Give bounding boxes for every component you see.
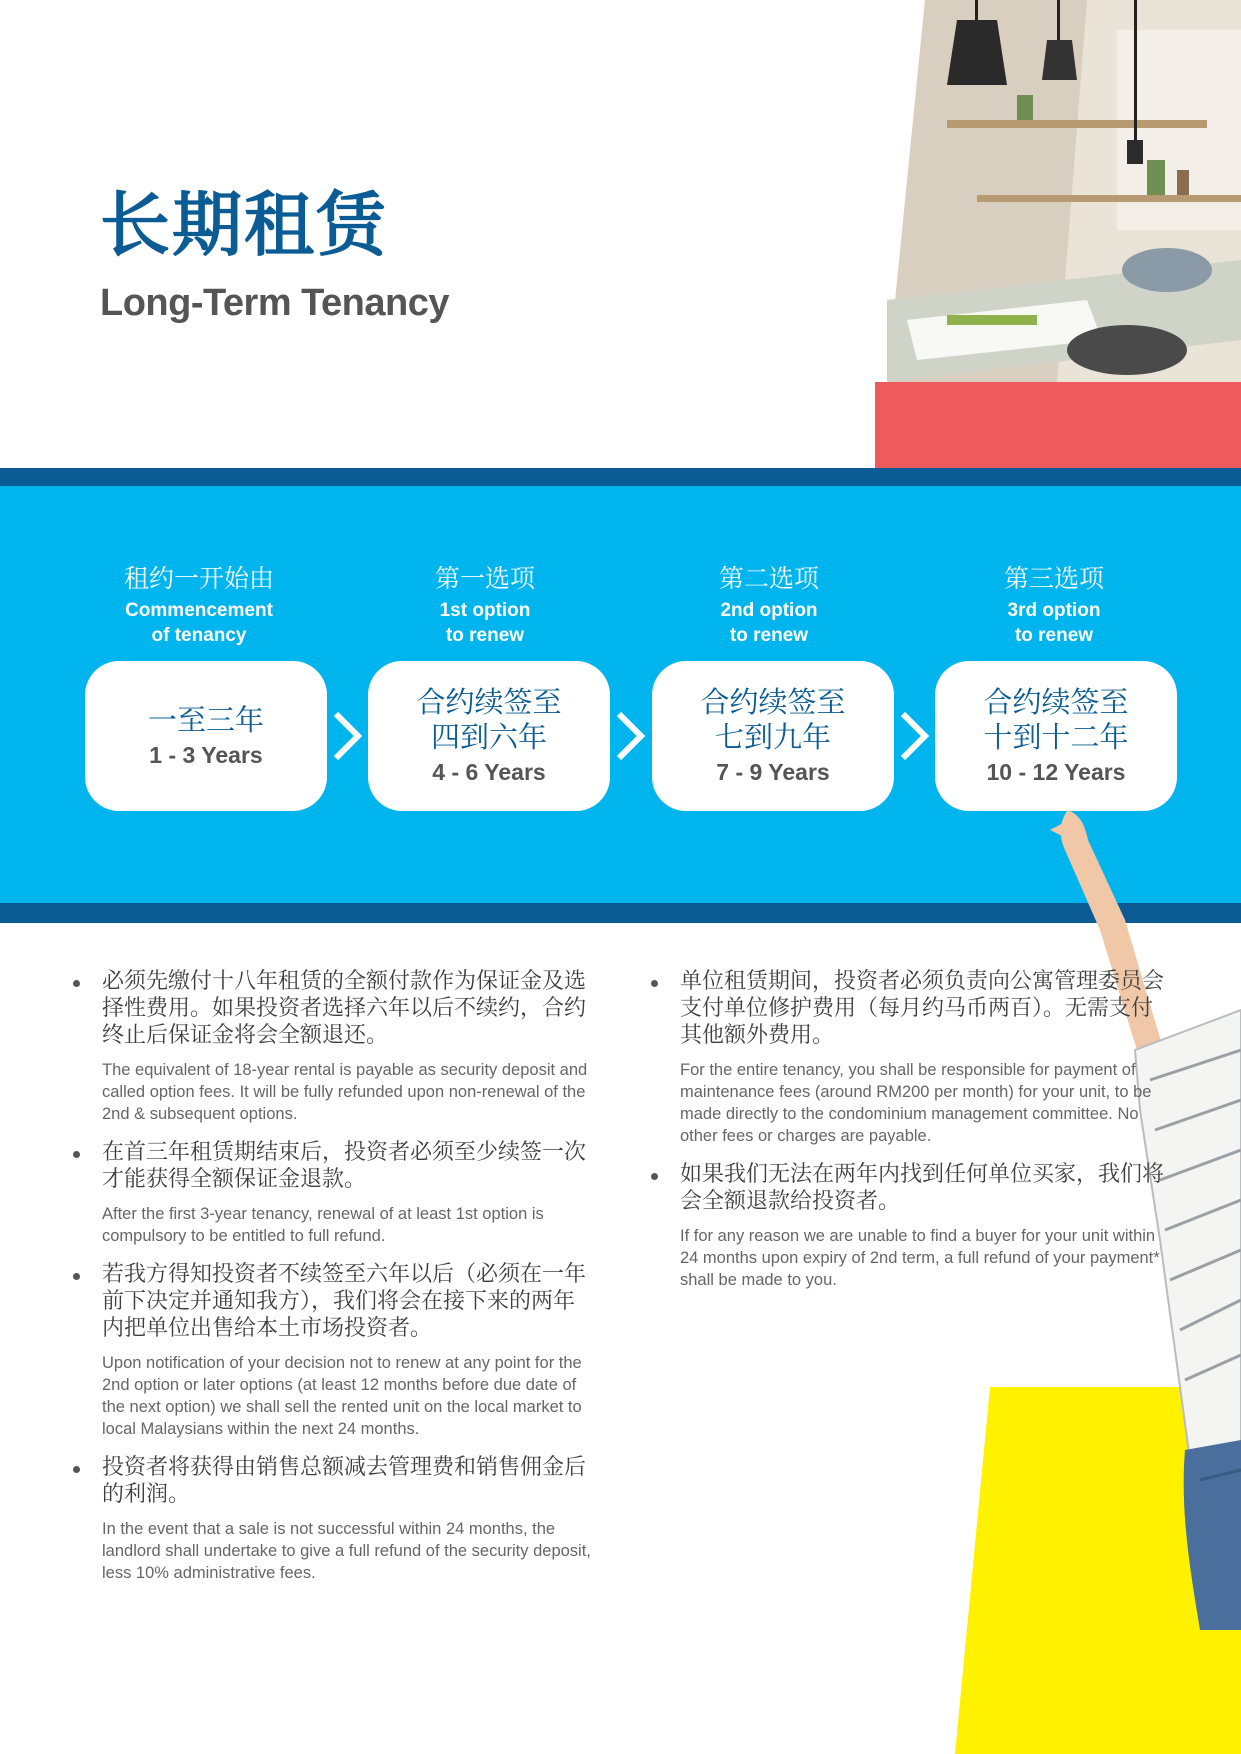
terms-right-column xyxy=(651,968,1171,1305)
item-text-zh: 必须先缴付十八年租赁的全额付款作为保证金及选择性费用。如果投资者选择六年以后不续约，合约终止后保证金将会全额退还。 xyxy=(102,969,587,1048)
box-term-zh: 合约续签至 四到六年 xyxy=(416,685,562,754)
list-item xyxy=(73,968,593,1125)
item-text-zh: 若我方得知投资者不续签至六年以后（必须在一年前下决定并通知我方），我们将会在接下来的两年内把单位出售给本土市场投资者。 xyxy=(102,1262,587,1341)
box-term-zh: 一至三年 xyxy=(147,702,264,737)
item-text-zh: 单位租赁期间，投资者必须负责向公寓管理委员会支付单位修护费用（每月约马币两百）。无需支付其他额外费用。 xyxy=(680,969,1165,1048)
list-item xyxy=(73,1139,593,1247)
bullet-icon xyxy=(651,980,658,987)
item-text-en: For the entire tenancy, you shall be responsible for payment of maintenance fees (around RM200 per month) for your unit, to be made directly to the condominium management committee. No other fees or charges are payable. xyxy=(680,1061,1152,1145)
list-item xyxy=(651,1161,1171,1291)
interior-photo xyxy=(887,0,1241,382)
terms-left-column xyxy=(73,968,593,1598)
timeline-step-label xyxy=(648,564,890,648)
bullet-icon xyxy=(73,1466,80,1473)
item-text-zh: 如果我们无法在两年内找到任何单位买家，我们将会全额退款给投资者。 xyxy=(680,1162,1165,1214)
list-item xyxy=(651,968,1171,1147)
step-label-en: 3rd option to renew xyxy=(1007,600,1101,646)
timeline-box xyxy=(652,661,894,811)
item-text-en: If for any reason we are unable to find a buyer for your unit within 24 months upon expiry of 2nd term, a full refund of your payment* shall be made to you. xyxy=(680,1227,1160,1289)
red-accent-block xyxy=(875,382,1241,470)
step-label-zh: 第三选项 xyxy=(1003,564,1104,593)
box-term-en: 7 - 9 Years xyxy=(716,759,830,785)
timeline-step-label xyxy=(364,564,606,648)
item-text-en: In the event that a sale is not successful within 24 months, the landlord shall undertake to give a full refund of the security deposit, less 10% administrative fees. xyxy=(102,1520,591,1582)
step-label-zh: 第一选项 xyxy=(434,564,535,593)
bullet-icon xyxy=(73,1151,80,1158)
item-text-en: After the first 3-year tenancy, renewal of at least 1st option is compulsory to be entitled to full refund. xyxy=(102,1205,544,1245)
step-label-en: 2nd option to renew xyxy=(720,600,818,646)
timeline-step-label xyxy=(78,564,320,648)
box-term-zh: 合约续签至 七到九年 xyxy=(700,685,846,754)
timeline-box xyxy=(368,661,610,811)
bullet-icon xyxy=(73,980,80,987)
box-term-zh: 合约续签至 十到十二年 xyxy=(983,685,1129,754)
timeline-box xyxy=(85,661,327,811)
box-term-en: 1 - 3 Years xyxy=(149,741,263,768)
chevron-right-icon xyxy=(328,708,368,764)
box-term-en: 10 - 12 Years xyxy=(986,759,1126,785)
box-term-en: 4 - 6 Years xyxy=(432,759,546,785)
list-item xyxy=(73,1261,593,1440)
timeline-step-label xyxy=(933,564,1175,648)
item-text-zh: 在首三年租赁期结束后，投资者必须至少续签一次才能获得全额保证金退款。 xyxy=(102,1140,587,1192)
chevron-right-icon xyxy=(611,708,651,764)
step-label-en: 1st option to renew xyxy=(439,600,531,646)
list-item xyxy=(73,1454,593,1584)
item-text-en: Upon notification of your decision not to renew at any point for the 2nd option or later options (at least 12 months before due date of the next option) we shall sell the rented unit on the local market to local Malaysians within the next 24 months. xyxy=(102,1354,582,1438)
item-text-zh: 投资者将获得由销售总额减去管理费和销售佣金后的利润。 xyxy=(102,1455,587,1507)
step-label-zh: 租约一开始由 xyxy=(123,564,274,593)
timeline-box xyxy=(935,661,1177,811)
item-text-en: The equivalent of 18-year rental is payable as security deposit and called option fees. It will be fully refunded upon non-renewal of the 2nd & subsequent options. xyxy=(102,1061,588,1123)
page-title-zh: 长期租赁 xyxy=(100,184,388,266)
chevron-right-icon xyxy=(895,708,935,764)
bullet-icon xyxy=(73,1273,80,1280)
band-top-stripe xyxy=(0,468,1241,486)
step-label-zh: 第二选项 xyxy=(718,564,819,593)
step-label-en: Commencement of tenancy xyxy=(125,600,273,646)
page-title-en: Long-Term Tenancy xyxy=(100,282,450,324)
bullet-icon xyxy=(651,1173,658,1180)
